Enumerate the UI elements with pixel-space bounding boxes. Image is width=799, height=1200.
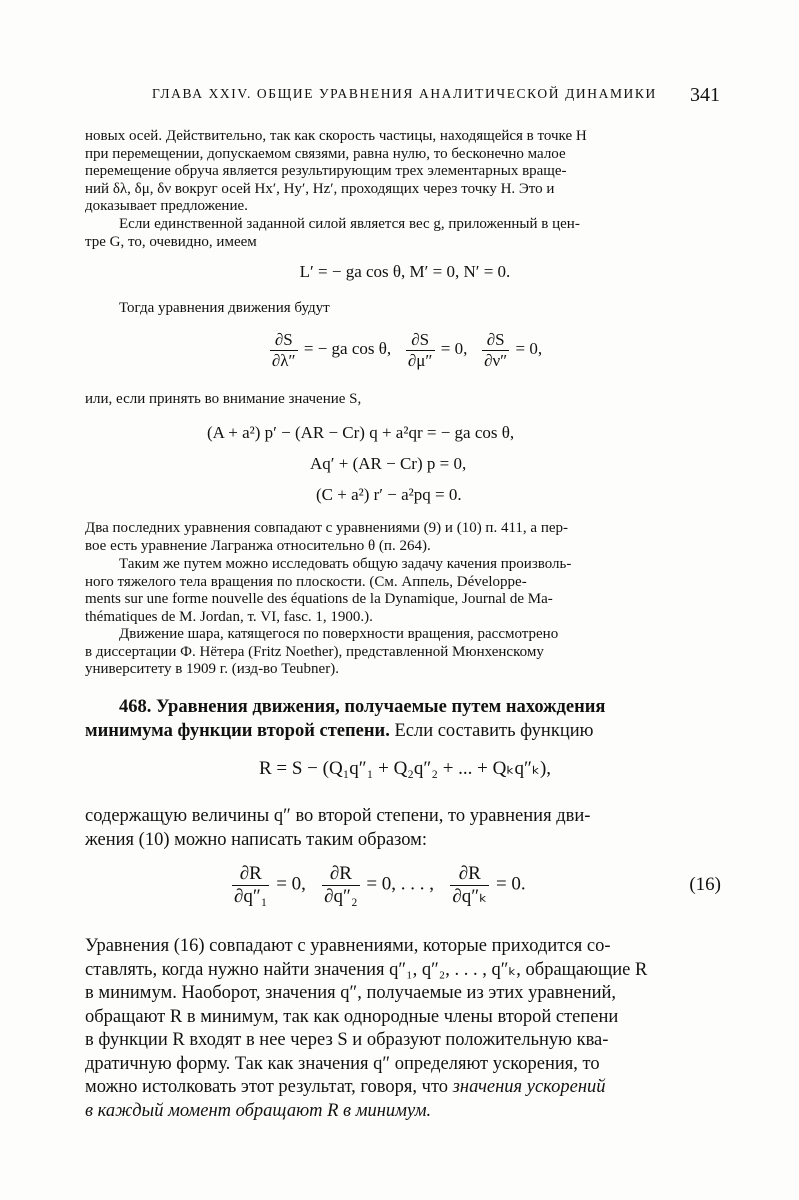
text-line: содержащую величины q″ во второй степени, то уравнения дви- [85,806,591,826]
text-line: можно истолковать этот результат, говоря, что значения ускорений [85,1077,606,1097]
fraction: $\frac{\partial R}{\text{∂q″₁}}$ [234,863,268,907]
text-line: Тогда уравнения движения будут [119,300,330,316]
text-line: университету в 1909 г. (изд-во Teubner). [85,661,339,677]
section-title: 468. Уравнения движения, получаемые путем нахождения [119,697,606,717]
section-title-cont: минимума функции второй степени. Если составить функцию [85,720,594,741]
equation-16: $\frac{\partial R}{\text{∂q″₁}}$ = 0, $\frac{\partial R}{\text{∂q″₂}}$ = 0, . . . , $\frac{\partial R}{\text{∂q″ₖ}}$ = 0. [234,863,526,907]
text-line: дратичную форму. Так как значения q″ определяют ускорения, то [85,1053,600,1074]
equation-line: Aq′ + (AR − Cr) p = 0, [310,454,467,473]
equation-R: R = S − (Q₁q″₁ + Q₂q″₂ + ... + Qₖq″ₖ), [258,758,552,779]
equation-part: = 0, [515,338,543,358]
fraction: $\frac{\partial S}{\partial\mu''}$ [407,330,433,370]
equation-number: (16) [689,874,721,895]
text-line: в каждый момент обращают R в минимум. [85,1100,432,1121]
text-line: новых осей. Действительно, так как скорость частицы, находящейся в точке H [85,128,587,144]
text-line: Если единственной заданной силой является вес g, приложенный в цен- [119,216,580,232]
text-line: тре G, то, очевидно, имеем [85,233,257,250]
equation-line: (C + a²) r′ − a²pq = 0. [316,485,462,504]
text-line: обращают R в минимум, так как однородные члены второй степени [85,1006,619,1027]
equation-derivatives-S [85,330,725,370]
paragraph-containing [85,805,725,852]
text-line: в функции R входят в нее через S и образуют положительную ква- [85,1030,609,1050]
text-line: Таким же путем можно исследовать общую задачу качения произволь- [119,556,572,572]
fraction: $\frac{\partial R}{\text{∂q″₂}}$ [324,863,358,907]
fraction: $\frac{\partial R}{\text{∂q″ₖ}}$ [452,863,488,907]
paragraph-then [85,300,725,318]
equation-moments: L′ = − ga cos θ, M′ = 0, N′ = 0. [299,262,511,281]
paragraph-minimum [85,935,725,1123]
text-line: Движение шара, катящегося по поверхности вращения, рассмотрено [119,626,559,642]
section-468 [85,696,725,743]
fraction: $\frac{\partial S}{\partial\lambda''}$ [271,330,296,370]
text-line: ний δλ, δμ, δν вокруг осей Hx′, Hy′, Hz′, проходящих через точку H. Это и [85,180,555,197]
equation-part: = 0, [440,338,468,358]
text-line: доказывает предложение. [85,198,248,214]
text-line: Два последних уравнения совпадают с уравнениями (9) и (10) п. 411, а пер- [85,520,568,536]
text-line: в диссертации Ф. Нётера (Fritz Noether), представленной Мюнхенскому [85,643,544,660]
paragraph-comparison [85,520,725,555]
text-line: вое есть уравнение Лагранжа относительно θ (п. 264). [85,537,431,554]
page-number: 341 [690,84,720,106]
paragraph-noether [85,626,725,679]
paragraph-proof-end [85,128,725,216]
text-line: в минимум. Наоборот, значения q″, получаемые из этих уравнений, [85,983,617,1003]
text-line: ного тяжелого тела вращения по плоскости. (См. Аппель, Développe- [85,573,527,590]
text-line: перемещение обруча является результирующим трех элементарных враще- [85,163,567,179]
text-line: при перемещении, допускаемом связями, равна нулю, то бесконечно малое [85,145,566,162]
equation-line: (A + a²) p′ − (AR − Cr) q + a²qr = − ga cos θ, [207,423,515,442]
text-line: жения (10) можно написать таким образом: [85,829,427,850]
paragraph-weight [85,216,725,251]
paragraph-or: или, если принять во внимание значение S, [85,391,362,407]
text-line: thématiques de M. Jordan, т. VI, fasc. 1, 1900.). [85,608,373,625]
text-line: ставлять, когда нужно найти значения q″₁, q″₂, . . . , q″ₖ, обращающие R [85,959,648,980]
fraction: $\frac{\partial S}{\partial\nu''}$ [484,330,508,370]
text-line: Уравнения (16) совпадают с уравнениями, которые приходится со- [85,936,611,956]
paragraph-rolling [85,556,725,626]
text-line: ments sur une forme nouvelle des équations de la Dynamique, Journal de Ma- [85,591,553,607]
running-header: ГЛАВА XXIV. ОБЩИЕ УРАВНЕНИЯ АНАЛИТИЧЕСКОЙ ДИНАМИКИ [152,86,657,101]
equation-part: = − ga cos θ, [303,338,392,358]
